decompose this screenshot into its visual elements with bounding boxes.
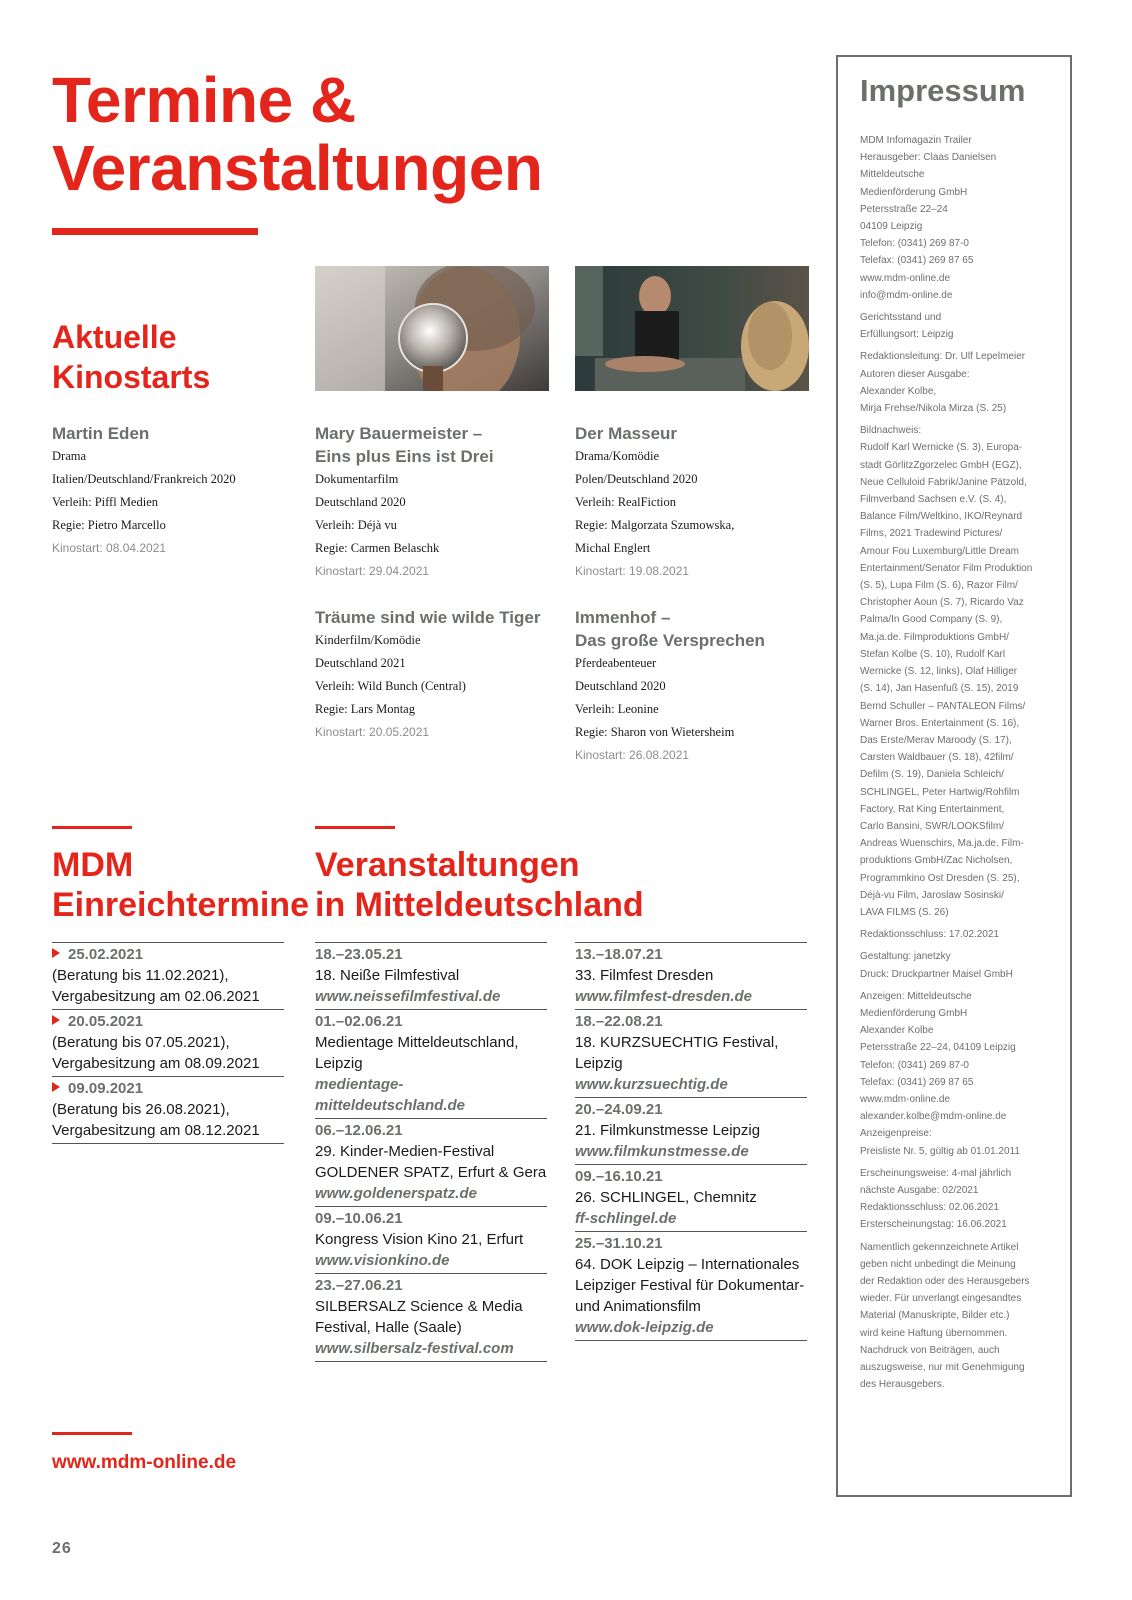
event-date: 13.–18.07.21 [575, 946, 663, 963]
film-country: Deutschland 2020 [575, 679, 666, 693]
event-date: 25.–31.10.21 [575, 1235, 663, 1252]
event-link[interactable]: www.filmkunstmesse.de [575, 1143, 749, 1160]
impressum-line: (S. 14), Jan Hasenfuß (S. 15), 2019 [860, 683, 1019, 695]
event-item [575, 1231, 807, 1340]
triangle-bullet-icon [52, 1082, 60, 1092]
page-title-line2: Veranstaltungen [52, 132, 543, 204]
film-traeume-sind-wie-wilde-tiger [315, 606, 547, 744]
impressum-line: Anzeigen: Mitteldeutsche [860, 990, 972, 1002]
impressum-line: Mirja Frehse/Nikola Mirza (S. 25) [860, 403, 1007, 415]
impressum-line: Andreas Wuenschirs, Ma.ja.de. Film- [860, 838, 1024, 850]
film-director: Regie: Malgorzata Szumowska, [575, 518, 735, 532]
triangle-bullet-icon [52, 1015, 60, 1025]
event-name: 18. KURZSUECHTIG Festival, [575, 1034, 779, 1051]
film-title: Träume sind wie wilde Tiger [315, 608, 541, 627]
film-distributor: Verleih: Déjà vu [315, 518, 397, 532]
impressum-line: Wernicke (S. 12, links), Olaf Hilliger [860, 666, 1018, 678]
impressum-line: auszugsweise, nur mit Genehmigung [860, 1362, 1025, 1374]
impressum-line: Nachdruck von Beiträgen, auch [860, 1344, 1000, 1356]
kinostarts-heading-line2: Kinostarts [52, 359, 211, 395]
impressum-line: Das Erste/Merav Maroody (S. 17), [860, 734, 1012, 746]
events-list-col2 [575, 942, 807, 1341]
film-der-masseur [575, 422, 807, 583]
impressum-line: Material (Manuskripte, Bilder etc.) [860, 1310, 1010, 1322]
film-distributor: Verleih: Piffl Medien [52, 495, 158, 509]
film-distributor: Verleih: Leonine [575, 702, 659, 716]
event-item [315, 1206, 547, 1273]
impressum-paragraph [860, 988, 1060, 1160]
impressum-line: produktions GmbH/Zac Nicholsen, [860, 855, 1013, 867]
page-title-line1: Termine & [52, 64, 356, 136]
kinostarts-heading-line1: Aktuelle [52, 319, 177, 355]
impressum-line: Stefan Kolbe (S. 10), Rudolf Karl [860, 648, 1006, 660]
event-name-cont: Leipziger Festival für Dokumentar- [575, 1277, 805, 1294]
event-item [315, 1118, 547, 1206]
einreich-date: 20.05.2021 [68, 1013, 144, 1030]
impressum-line: Ersterscheinungstag: 16.06.2021 [860, 1219, 1007, 1231]
event-date: 20.–24.09.21 [575, 1101, 663, 1118]
kinostarts-heading [52, 317, 210, 397]
einreich-session: Vergabesitzung am 02.06.2021 [52, 988, 260, 1005]
impressum-line: Déjà-vu Film, Jaroslaw Sosinski/ [860, 889, 1004, 901]
film-genre: Kinderfilm/Komödie [315, 633, 421, 647]
impressum-paragraph [860, 1165, 1060, 1234]
impressum-line: Amour Fou Luxemburg/Little Dream [860, 545, 1019, 557]
film-title: Martin Eden [52, 424, 150, 443]
impressum-paragraph [860, 1239, 1060, 1394]
impressum-line: Palma/In Good Company (S. 9), [860, 614, 1003, 626]
event-link[interactable]: www.kurzsuechtig.de [575, 1076, 728, 1093]
triangle-bullet-icon [52, 948, 60, 958]
event-link[interactable]: medientage-mitteldeutschland.de [315, 1076, 466, 1114]
event-name: 26. SCHLINGEL, Chemnitz [575, 1189, 757, 1206]
impressum-line: Erscheinungsweise: 4-mal jährlich [860, 1167, 1012, 1179]
impressum-body [860, 132, 1060, 1398]
impressum-line: Telefon: (0341) 269 87-0 [860, 238, 969, 250]
event-date: 06.–12.06.21 [315, 1122, 403, 1139]
impressum-line: Redaktionsschluss: 17.02.2021 [860, 929, 999, 941]
event-name: 18. Neiße Filmfestival [315, 967, 460, 984]
event-date: 09.–10.06.21 [315, 1210, 403, 1227]
event-name-cont: GOLDENER SPATZ, Erfurt & Gera [315, 1164, 547, 1181]
einreich-consult: (Beratung bis 26.08.2021), [52, 1101, 230, 1118]
impressum-box [836, 55, 1072, 1497]
event-date: 01.–02.06.21 [315, 1013, 403, 1030]
film-director-cont: Michal Englert [575, 541, 651, 555]
film-still-mary-bauermeister [315, 266, 549, 391]
event-name: Medientage Mitteldeutschland, [315, 1034, 519, 1051]
event-name: 29. Kinder-Medien-Festival [315, 1143, 495, 1160]
event-name-cont: Leipzig [315, 1055, 363, 1072]
impressum-paragraph [860, 422, 1060, 921]
impressum-paragraph [860, 948, 1060, 982]
einreich-heading-line2: Einreichtermine [52, 886, 309, 924]
events-heading [315, 845, 644, 925]
impressum-line: Programmkino Ost Dresden (S. 25), [860, 872, 1020, 884]
event-item [315, 1273, 547, 1361]
impressum-line: MDM Infomagazin Trailer [860, 135, 972, 146]
impressum-line: wird keine Haftung übernommen. [860, 1327, 1008, 1339]
impressum-title: Impressum [860, 73, 1026, 108]
impressum-line: Defilm (S. 19), Daniela Schleich/ [860, 769, 1004, 781]
impressum-line: geben nicht unbedingt die Meinung [860, 1258, 1016, 1270]
impressum-line: www.mdm-online.de [860, 272, 951, 284]
film-director: Regie: Carmen Belaschk [315, 541, 440, 555]
impressum-line: Petersstraße 22–24 [860, 203, 948, 215]
film-release-date: Kinostart: 20.05.2021 [315, 725, 430, 739]
film-release-date: Kinostart: 26.08.2021 [575, 748, 690, 762]
impressum-line: Neue Celluloid Fabrik/Janine Pätzold, [860, 476, 1027, 488]
event-name-cont: Leipzig [575, 1055, 623, 1072]
impressum-line: Ma.ja.de. Filmproduktions GmbH/ [860, 631, 1009, 643]
impressum-line: Druck: Druckpartner Maisel GmbH [860, 968, 1013, 980]
impressum-paragraph [860, 348, 1060, 417]
impressum-line: stadt GörlitzZgorzelec GmbH (EGZ), [860, 459, 1022, 471]
film-distributor: Verleih: RealFiction [575, 495, 677, 509]
film-title-line2: Das große Versprechen [575, 631, 765, 650]
impressum-line: alexander.kolbe@mdm-online.de [860, 1111, 1007, 1123]
film-genre: Drama/Komödie [575, 449, 660, 463]
event-link[interactable]: www.silbersalz-festival.com [315, 1340, 514, 1357]
film-release-date: Kinostart: 08.04.2021 [52, 541, 167, 555]
impressum-line: Anzeigenpreise: [860, 1128, 932, 1140]
event-date: 18.–22.08.21 [575, 1013, 663, 1030]
film-country: Polen/Deutschland 2020 [575, 472, 698, 486]
impressum-line: der Redaktion oder des Herausgebers [860, 1276, 1030, 1287]
events-list-col1 [315, 942, 547, 1362]
event-date: 09.–16.10.21 [575, 1168, 663, 1185]
einreich-heading [52, 845, 309, 925]
impressum-line: Erfüllungsort: Leipzig [860, 329, 954, 341]
einreich-entry [52, 1009, 284, 1076]
event-item [575, 1009, 807, 1097]
impressum-line: www.mdm-online.de [860, 1093, 951, 1105]
impressum-paragraph [860, 926, 1060, 943]
impressum-line: Christopher Aoun (S. 7), Ricardo Vaz [860, 597, 1024, 609]
film-distributor: Verleih: Wild Bunch (Central) [315, 679, 466, 693]
impressum-paragraph [860, 132, 1060, 304]
impressum-line: Mitteldeutsche [860, 169, 925, 181]
film-title-line1: Immenhof – [575, 608, 671, 627]
impressum-line: des Herausgebers. [860, 1379, 945, 1391]
events-heading-line1: Veranstaltungen [315, 846, 580, 884]
impressum-line: Alexander Kolbe, [860, 385, 937, 397]
film-mary-bauermeister [315, 422, 547, 583]
einreich-list [52, 942, 284, 1144]
film-genre: Drama [52, 449, 87, 463]
einreich-session: Vergabesitzung am 08.12.2021 [52, 1122, 260, 1139]
film-title-line1: Mary Bauermeister – [315, 424, 483, 443]
film-country: Deutschland 2021 [315, 656, 406, 670]
event-item [315, 942, 547, 1009]
impressum-line: Autoren dieser Ausgabe: [860, 368, 970, 380]
einreich-date: 09.09.2021 [68, 1080, 144, 1097]
event-name: SILBERSALZ Science & Media [315, 1298, 523, 1315]
impressum-line: Namentlich gekennzeichnete Artikel [860, 1241, 1019, 1253]
impressum-line: wieder. Für unverlangt eingesandtes [860, 1293, 1022, 1305]
einreich-entry [52, 942, 284, 1009]
einreich-entry [52, 1076, 284, 1143]
event-name-cont: und Animationsfilm [575, 1298, 701, 1315]
event-date: 18.–23.05.21 [315, 946, 403, 963]
impressum-line: Redaktionsleitung: Dr. Ulf Lepelmeier [860, 351, 1026, 363]
einreich-heading-line1: MDM [52, 846, 134, 884]
einreich-consult: (Beratung bis 07.05.2021), [52, 1034, 230, 1051]
event-item [315, 1009, 547, 1118]
impressum-line: Bildnachweis: [860, 425, 922, 437]
impressum-line: Petersstraße 22–24, 04109 Leipzig [860, 1042, 1016, 1054]
impressum-line: Factory, Rat King Entertainment, [860, 803, 1005, 815]
page-number: 26 [52, 1540, 72, 1557]
event-item [575, 1097, 807, 1164]
impressum-line: info@mdm-online.de [860, 289, 953, 301]
film-martin-eden [52, 422, 284, 560]
impressum-line: Redaktionsschluss: 02.06.2021 [860, 1202, 999, 1214]
event-link[interactable]: www.dok-leipzig.de [575, 1319, 714, 1336]
impressum-line: Rudolf Karl Wernicke (S. 3), Europa- [860, 442, 1023, 454]
einreich-rule [52, 826, 132, 829]
impressum-line: Herausgeber: Claas Danielsen [860, 152, 997, 164]
film-genre: Pferdeabenteuer [575, 656, 657, 670]
impressum-line: Gerichtsstand und [860, 312, 942, 324]
event-item [575, 1164, 807, 1231]
impressum-line: Telefax: (0341) 269 87 65 [860, 1076, 974, 1088]
impressum-line: (S. 5), Lupa Film (S. 6), Razor Film/ [860, 580, 1018, 592]
event-name: Kongress Vision Kino 21, Erfurt [315, 1231, 524, 1248]
film-still-der-masseur [575, 266, 809, 391]
film-release-date: Kinostart: 19.08.2021 [575, 564, 690, 578]
title-underline [52, 228, 258, 235]
event-name: 33. Filmfest Dresden [575, 967, 714, 984]
film-genre: Dokumentarfilm [315, 472, 399, 486]
einreich-session: Vergabesitzung am 08.09.2021 [52, 1055, 260, 1072]
impressum-line: SCHLINGEL, Peter Hartwig/Rohfilm [860, 786, 1020, 798]
film-director: Regie: Sharon von Wietersheim [575, 725, 735, 739]
impressum-line: Preisliste Nr. 5, gültig ab 01.01.2011 [860, 1145, 1020, 1157]
footer-rule [52, 1432, 132, 1435]
event-link[interactable]: www.visionkino.de [315, 1252, 450, 1269]
impressum-line: Bernd Schuller – PANTALEON Films/ [860, 700, 1026, 712]
event-name: 64. DOK Leipzig – Internationales [575, 1256, 800, 1273]
impressum-line: LAVA FILMS (S. 26) [860, 906, 949, 918]
film-country: Deutschland 2020 [315, 495, 406, 509]
einreich-consult: (Beratung bis 11.02.2021), [52, 967, 229, 984]
impressum-line: Balance Film/Weltkino, IKO/Reynard [860, 511, 1023, 523]
footer-website-link[interactable]: www.mdm-online.de [52, 1452, 237, 1473]
einreich-date: 25.02.2021 [68, 946, 144, 963]
impressum-line: Telefax: (0341) 269 87 65 [860, 255, 974, 267]
film-title-line2: Eins plus Eins ist Drei [315, 447, 494, 466]
impressum-line: Telefon: (0341) 269 87-0 [860, 1059, 969, 1071]
film-title: Der Masseur [575, 424, 678, 443]
events-rule [315, 826, 395, 829]
film-director: Regie: Lars Montag [315, 702, 415, 716]
event-link[interactable]: www.goldenerspatz.de [315, 1185, 477, 1202]
impressum-line: Entertainment/Senator Film Produktion [860, 562, 1033, 574]
impressum-line: Alexander Kolbe [860, 1025, 934, 1037]
event-name-cont: Festival, Halle (Saale) [315, 1319, 462, 1336]
impressum-line: Medienförderung GmbH [860, 1007, 968, 1019]
event-link[interactable]: ff-schlingel.de [575, 1210, 677, 1227]
event-link[interactable]: www.neissefilmfestival.de [315, 988, 501, 1005]
events-heading-line2: in Mitteldeutschland [315, 886, 644, 924]
event-date: 23.–27.06.21 [315, 1277, 403, 1294]
impressum-line: Warner Bros. Entertainment (S. 16), [860, 717, 1020, 729]
impressum-line: Films, 2021 Tradewind Pictures/ [860, 528, 1003, 540]
impressum-paragraph [860, 309, 1060, 343]
impressum-line: nächste Ausgabe: 02/2021 [860, 1184, 979, 1196]
page-title [52, 66, 752, 202]
impressum-line: Carsten Waldbauer (S. 18), 42film/ [860, 752, 1014, 764]
impressum-line: 04109 Leipzig [860, 221, 923, 233]
film-release-date: Kinostart: 29.04.2021 [315, 564, 430, 578]
impressum-line: Filmverband Sachsen e.V. (S. 4), [860, 494, 1007, 506]
film-immenhof [575, 606, 807, 767]
film-director: Regie: Pietro Marcello [52, 518, 166, 532]
impressum-line: Gestaltung: janetzky [860, 951, 951, 963]
impressum-line: Carlo Bansini, SWR/LOOKSfilm/ [860, 820, 1004, 832]
event-item [575, 942, 807, 1009]
film-country: Italien/Deutschland/Frankreich 2020 [52, 472, 236, 486]
event-name: 21. Filmkunstmesse Leipzig [575, 1122, 761, 1139]
impressum-line: Medienförderung GmbH [860, 186, 968, 198]
event-link[interactable]: www.filmfest-dresden.de [575, 988, 752, 1005]
